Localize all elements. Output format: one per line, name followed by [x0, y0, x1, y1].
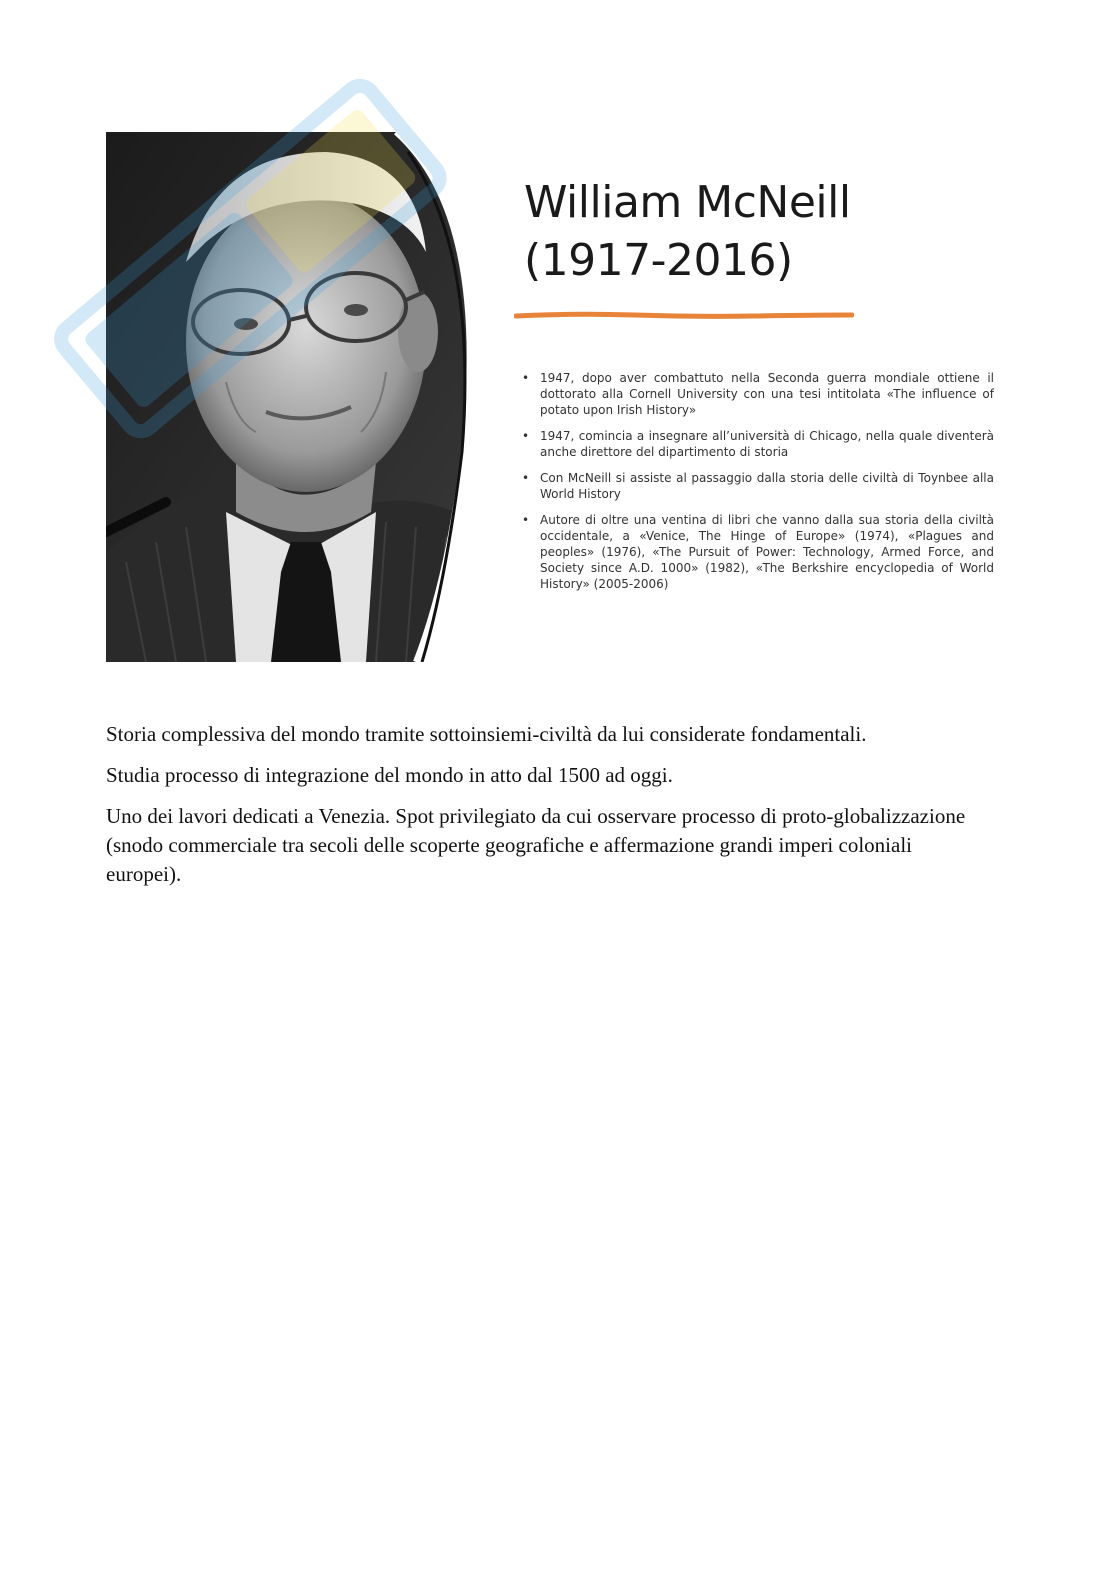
paragraph: Storia complessiva del mondo tramite sottoinsiemi-civiltà da lui considerate fondamentali.: [106, 722, 867, 746]
body-text: [106, 720, 986, 901]
paragraph: Studia processo di integrazione del mondo in atto dal 1500 ad oggi.: [106, 763, 673, 787]
paragraph: Uno dei lavori dedicati a Venezia. Spot privilegiato da cui osservare processo di proto-globalizzazione (snodo commerciale tra secoli delle scoperte geografiche e affermazione grandi imperi coloniali europei).: [106, 804, 966, 886]
bullet-list: [520, 370, 994, 602]
bullet-icon: •: [522, 371, 530, 385]
bullet-icon: •: [522, 429, 530, 443]
title-underline: [514, 310, 854, 322]
bullet-text: Con McNeill si assiste al passaggio dalla storia delle civiltà di Toynbee alla World History: [540, 471, 994, 501]
title-name: William McNeill: [524, 177, 851, 228]
slide: [106, 132, 1000, 662]
bullet-item: [520, 428, 994, 460]
bullet-item: [520, 370, 994, 418]
portrait-photo-icon: [106, 132, 486, 662]
bullet-text: 1947, dopo aver combattuto nella Seconda guerra mondiale ottiene il dottorato alla Cornell University con una tesi intitolata «The influence of potato upon Irish History»: [540, 371, 994, 417]
bullet-text: Autore di oltre una ventina di libri che vanno dalla sua storia della civiltà occidentale, a «Venice, The Hinge of Europe» (1974), «Plagues and peoples» (1976), «The Pursuit of Power: Technology, Armed Force, and Society since A.D. 1000» (1982), «The Berkshire encyclopedia of World History» (2005-2006): [540, 513, 994, 591]
title-years: (1917-2016): [524, 235, 793, 286]
bullet-item: [520, 470, 994, 502]
bullet-text: 1947, comincia a insegnare all’università di Chicago, nella quale diventerà anche direttore del dipartimento di storia: [540, 429, 994, 459]
bullet-icon: •: [522, 471, 530, 485]
bullet-item: [520, 512, 994, 592]
bullet-icon: •: [522, 513, 530, 527]
slide-title: [524, 174, 984, 290]
